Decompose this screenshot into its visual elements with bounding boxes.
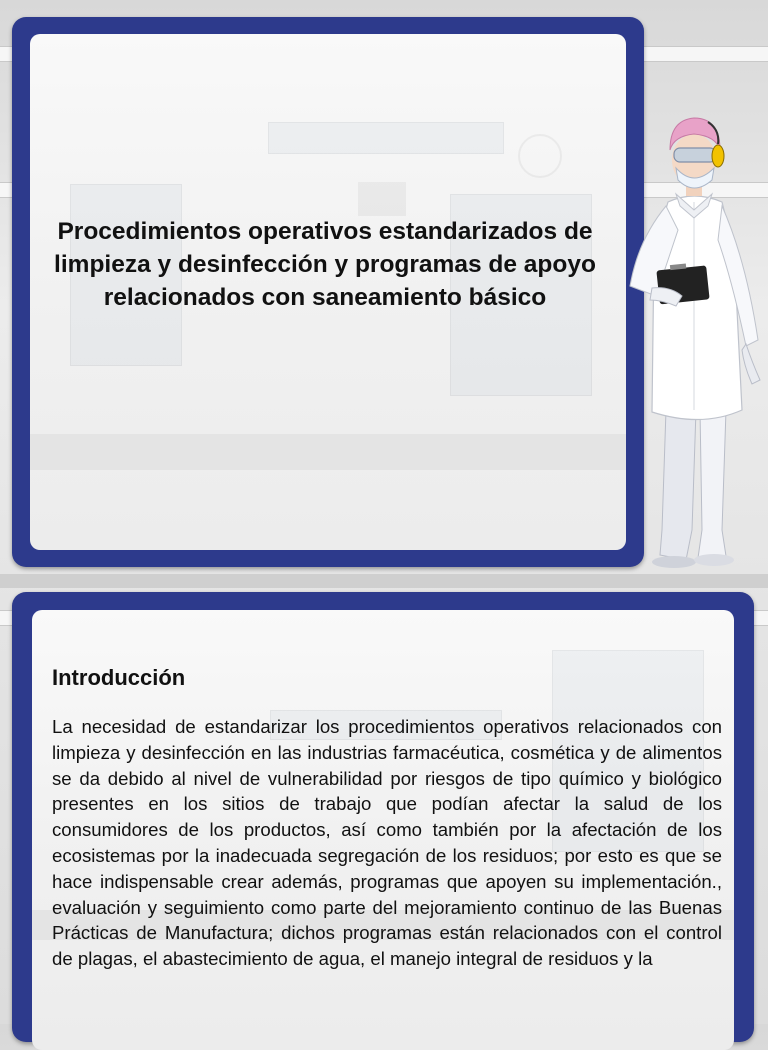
section-heading: Introducción — [52, 665, 186, 690]
lab-worker-illustration — [622, 110, 768, 572]
introduction-paragraph: La necesidad de estandarizar los procedimientos operativos relacionados con limpieza y desinfección en las industrias farmacéutica, cosmética y de alimentos se da debido al nivel de vulnerabilidad por riesgos de tipo químico y biológico presentes en los sitios de trabajo que podían afectar la salud de los consumidores de los productos, así como también por la afectación de los ecosistemas por la inadecuada segregación de los residuos; por esto es que se hace indispensable crear además, programas que apoyen su implementación., evaluación y seguimiento como parte del mejoramiento continuo de las Buenas Prácticas de Manufactura; dichos programas están relacionados con el control de plagas, el abastecimiento de agua, el manejo integral de residuos y la — [52, 716, 722, 970]
slide-title: Procedimientos operativos estandarizados de limpieza y desinfección y programas de apoyo relacionados con saneamiento básico — [54, 218, 596, 311]
background-panel — [358, 182, 406, 216]
background-sign — [268, 122, 504, 154]
background-conveyor — [30, 434, 626, 470]
background-wheel — [518, 134, 562, 178]
slide-separator — [0, 574, 768, 588]
